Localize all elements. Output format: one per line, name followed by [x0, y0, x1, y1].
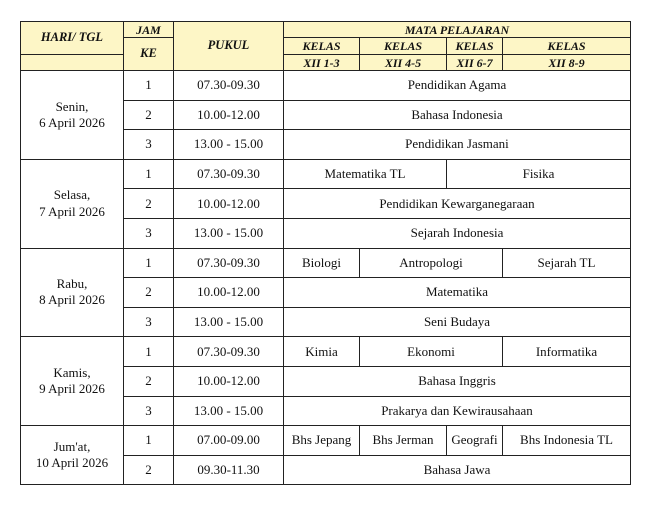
header-pukul: PUKUL	[174, 22, 284, 71]
subject-cell: Informatika	[503, 337, 631, 367]
subject-cell: Seni Budaya	[284, 307, 631, 337]
pukul-cell: 13.00 - 15.00	[174, 130, 284, 160]
pukul-cell: 07.00-09.00	[174, 426, 284, 456]
subject-cell: Bahasa Inggris	[284, 366, 631, 396]
header-kelas-group: XII 4-5	[360, 55, 447, 71]
day-name: Jum'at,	[53, 438, 91, 454]
subject-cell: Sejarah Indonesia	[284, 218, 631, 248]
header-kelas-group: XII 6-7	[447, 55, 503, 71]
pukul-cell: 07.30-09.30	[174, 248, 284, 278]
jam-ke-cell: 2	[124, 366, 174, 396]
subject-cell: Bhs Jerman	[360, 426, 447, 456]
jam-ke-cell: 3	[124, 396, 174, 426]
schedule-row	[21, 337, 631, 367]
header-jam: JAM	[124, 22, 174, 38]
exam-schedule-table	[20, 21, 631, 485]
jam-ke-cell: 2	[124, 278, 174, 308]
subject-cell: Geografi	[447, 426, 503, 456]
header-ke: KE	[124, 38, 174, 71]
schedule-row	[21, 159, 631, 189]
day-date: 6 April 2026	[39, 114, 105, 130]
day-name: Rabu,	[56, 276, 88, 292]
pukul-cell: 10.00-12.00	[174, 100, 284, 130]
subject-cell: Prakarya dan Kewirausahaan	[284, 396, 631, 426]
day-cell	[21, 337, 124, 426]
header-kelas-word: KELAS	[284, 38, 360, 55]
jam-ke-cell: 2	[124, 189, 174, 219]
jam-ke-cell: 1	[124, 426, 174, 456]
subject-cell: Matematika TL	[284, 159, 447, 189]
subject-cell: Fisika	[447, 159, 631, 189]
day-date: 10 April 2026	[35, 455, 109, 471]
subject-cell: Antropologi	[360, 248, 503, 278]
day-date: 7 April 2026	[39, 203, 105, 219]
jam-ke-cell: 3	[124, 307, 174, 337]
header-kelas-group: XII 8-9	[503, 55, 631, 71]
subject-cell: Kimia	[284, 337, 360, 367]
pukul-cell: 07.30-09.30	[174, 337, 284, 367]
subject-cell: Bahasa Jawa	[284, 455, 631, 485]
day-cell	[21, 426, 124, 485]
subject-cell: Sejarah TL	[503, 248, 631, 278]
header-kelas-word: KELAS	[447, 38, 503, 55]
pukul-cell: 10.00-12.00	[174, 189, 284, 219]
day-name: Senin,	[55, 98, 89, 114]
subject-cell: Bahasa Indonesia	[284, 100, 631, 130]
subject-cell: Bhs Jepang	[284, 426, 360, 456]
schedule-container	[20, 21, 631, 485]
header-kelas-word: KELAS	[503, 38, 631, 55]
subject-cell: Pendidikan Agama	[284, 71, 631, 101]
header-hari-tgl: HARI/ TGL	[21, 22, 124, 55]
day-cell	[21, 159, 124, 248]
jam-ke-cell: 3	[124, 218, 174, 248]
day-date: 9 April 2026	[39, 381, 105, 397]
day-cell	[21, 71, 124, 160]
schedule-row	[21, 248, 631, 278]
day-date: 8 April 2026	[39, 292, 105, 308]
pukul-cell: 13.00 - 15.00	[174, 307, 284, 337]
subject-cell: Ekonomi	[360, 337, 503, 367]
pukul-cell: 09.30-11.30	[174, 455, 284, 485]
pukul-cell: 10.00-12.00	[174, 366, 284, 396]
jam-ke-cell: 2	[124, 455, 174, 485]
pukul-cell: 13.00 - 15.00	[174, 396, 284, 426]
pukul-cell: 10.00-12.00	[174, 278, 284, 308]
day-cell	[21, 248, 124, 337]
subject-cell: Bhs Indonesia TL	[503, 426, 631, 456]
jam-ke-cell: 2	[124, 100, 174, 130]
subject-cell: Matematika	[284, 278, 631, 308]
schedule-row	[21, 71, 631, 101]
day-name: Kamis,	[53, 364, 91, 380]
subject-cell: Biologi	[284, 248, 360, 278]
schedule-row	[21, 426, 631, 456]
pukul-cell: 13.00 - 15.00	[174, 218, 284, 248]
jam-ke-cell: 1	[124, 71, 174, 101]
jam-ke-cell: 3	[124, 130, 174, 160]
pukul-cell: 07.30-09.30	[174, 159, 284, 189]
day-name: Selasa,	[53, 187, 91, 203]
subject-cell: Pendidikan Kewarganegaraan	[284, 189, 631, 219]
jam-ke-cell: 1	[124, 159, 174, 189]
header-kelas-word: KELAS	[360, 38, 447, 55]
subject-cell: Pendidikan Jasmani	[284, 130, 631, 160]
jam-ke-cell: 1	[124, 248, 174, 278]
header-hari-tgl-cont	[21, 55, 124, 71]
pukul-cell: 07.30-09.30	[174, 71, 284, 101]
jam-ke-cell: 1	[124, 337, 174, 367]
header-kelas-group: XII 1-3	[284, 55, 360, 71]
header-mata-pelajaran: MATA PELAJARAN	[284, 22, 631, 38]
